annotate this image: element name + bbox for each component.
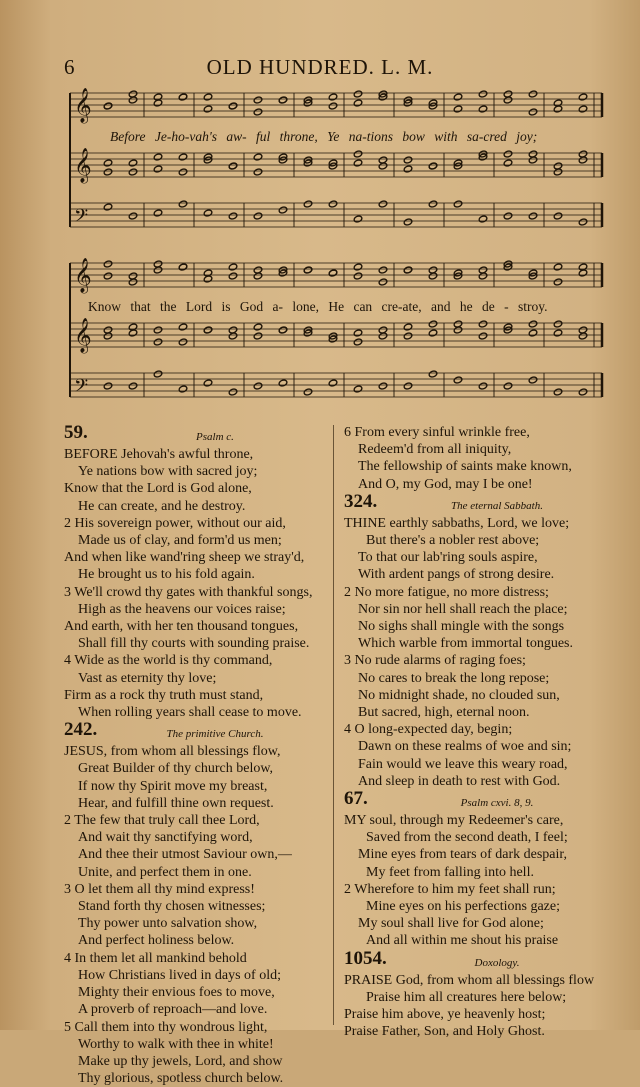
hymn-line: Which warble from immortal tongues. bbox=[358, 636, 573, 652]
hymn-source: Doxology. bbox=[474, 956, 520, 969]
hymn-line: 2 Wherefore to him my feet shall run; bbox=[344, 881, 556, 897]
hymn-heading bbox=[344, 490, 610, 515]
hymn-line: Praise him all creatures here below; bbox=[366, 989, 567, 1005]
note-head bbox=[553, 212, 562, 220]
hymn-line: And earth, with her ten thousand tongues, bbox=[64, 619, 299, 635]
note-head bbox=[353, 99, 362, 107]
note-head bbox=[328, 93, 337, 101]
hymn-line: BEFORE Jehovah's awful throne, bbox=[64, 447, 254, 462]
hymn-line: 4 Wide as the world is thy command, bbox=[64, 653, 273, 669]
hymn-line: Stand forth thy chosen witnesses; bbox=[78, 899, 266, 915]
note-head bbox=[153, 209, 162, 217]
note-head bbox=[528, 212, 537, 220]
note-head bbox=[403, 332, 412, 340]
note-head bbox=[278, 96, 287, 104]
note-head bbox=[528, 376, 537, 384]
note-head bbox=[203, 93, 212, 101]
left-column bbox=[64, 424, 326, 1087]
hymn-line: 4 O long-expected day, begin; bbox=[344, 722, 513, 738]
hymn-line: 2 No more fatigue, no more distress; bbox=[344, 584, 549, 600]
hymn-line: Saved from the second death, I feel; bbox=[366, 830, 568, 846]
note-head bbox=[578, 93, 587, 101]
note-head bbox=[403, 218, 412, 226]
note-head bbox=[103, 159, 112, 167]
note-head bbox=[378, 266, 387, 274]
note-head bbox=[178, 338, 187, 346]
note-head bbox=[178, 385, 187, 393]
bass-clef-icon: 𝄢 bbox=[74, 206, 89, 231]
note-head bbox=[553, 278, 562, 286]
note-head bbox=[103, 168, 112, 176]
note-head bbox=[153, 165, 162, 173]
note-head bbox=[103, 203, 112, 211]
note-head bbox=[378, 382, 387, 390]
hymn-line: Hear, and fulfill thine own request. bbox=[78, 795, 274, 811]
hymn-line: 3 No rude alarms of raging foes; bbox=[344, 653, 526, 669]
note-head bbox=[253, 108, 262, 116]
note-head bbox=[153, 338, 162, 346]
hymn-line: And O, my God, may I be one! bbox=[358, 476, 533, 492]
note-head bbox=[528, 329, 537, 337]
note-head bbox=[378, 200, 387, 208]
note-head bbox=[428, 370, 437, 378]
note-head bbox=[478, 215, 487, 223]
note-head bbox=[353, 385, 362, 393]
hymn-line: 2 The few that truly call thee Lord, bbox=[64, 813, 260, 829]
hymn-line: He can create, and he destroy. bbox=[78, 498, 246, 514]
right-column bbox=[344, 424, 610, 1041]
hymn-line: Great Builder of thy church below, bbox=[78, 761, 274, 777]
note-head bbox=[178, 168, 187, 176]
hymn-block bbox=[344, 424, 610, 493]
hymn-line: How Christians lived in days of old; bbox=[78, 967, 281, 983]
hymn-line: PRAISE God, from whom all blessings flow bbox=[344, 972, 595, 988]
note-head bbox=[153, 370, 162, 378]
hymn-line: Thy glorious, spotless church below. bbox=[78, 1071, 284, 1087]
hymn-line: Firm as a rock thy truth must stand, bbox=[64, 687, 264, 703]
note-head bbox=[103, 260, 112, 268]
hymn-line: THINE earthly sabbaths, Lord, we love; bbox=[344, 515, 570, 531]
hymn-line: Mine eyes from tears of dark despair, bbox=[358, 847, 567, 863]
hymn-line: Mighty their envious foes to move, bbox=[78, 985, 275, 1001]
hymn-line: And wait thy sanctifying word, bbox=[78, 830, 253, 846]
hymn-line: Shall fill thy courts with sounding praise. bbox=[78, 636, 310, 652]
note-head bbox=[278, 326, 287, 334]
hymn-line: Mine eyes on his perfections gaze; bbox=[366, 899, 560, 915]
hymn-line: Thy power unto salvation show, bbox=[78, 916, 258, 932]
note-head bbox=[453, 105, 462, 113]
hymn-heading bbox=[64, 721, 326, 743]
bass-clef-icon: 𝄢 bbox=[74, 376, 89, 401]
hymn-source: Psalm cxvi. 8, 9. bbox=[460, 797, 534, 810]
treble-clef-icon: 𝄞 bbox=[74, 88, 92, 123]
hymn-line: Nor sin nor hell shall reach the place; bbox=[358, 601, 568, 617]
note-head bbox=[403, 165, 412, 173]
note-head bbox=[328, 200, 337, 208]
note-head bbox=[503, 150, 512, 158]
note-head bbox=[353, 215, 362, 223]
note-head bbox=[353, 150, 362, 158]
hymn-line: JESUS, from whom all blessings flow, bbox=[64, 744, 281, 760]
hymn-source: The eternal Sabbath. bbox=[451, 499, 543, 512]
hymn-line: Redeem'd from all iniquity, bbox=[358, 442, 512, 458]
hymn-number: 59. bbox=[64, 422, 88, 443]
note-head bbox=[403, 323, 412, 331]
hymn-number: 324. bbox=[344, 490, 378, 512]
hymn-number: 67. bbox=[344, 788, 368, 810]
note-head bbox=[203, 326, 212, 334]
hymn-line: Made us of clay, and form'd us men; bbox=[78, 533, 282, 549]
note-head bbox=[403, 156, 412, 164]
hymn-line: With ardent pangs of strong desire. bbox=[358, 567, 555, 583]
treble-clef-icon: 𝄞 bbox=[74, 318, 92, 353]
hymn-line: MY soul, through my Redeemer's care, bbox=[344, 813, 564, 829]
note-head bbox=[578, 105, 587, 113]
note-head bbox=[103, 102, 112, 110]
note-head bbox=[403, 382, 412, 390]
note-head bbox=[253, 212, 262, 220]
hymn-line: He brought us to his fold again. bbox=[78, 567, 255, 583]
hymn-line: Fain would we leave this weary road, bbox=[358, 756, 568, 772]
note-head bbox=[178, 200, 187, 208]
hymn-line: Vast as eternity thy love; bbox=[78, 670, 217, 686]
note-head bbox=[353, 272, 362, 280]
music-staves-2 bbox=[66, 258, 610, 418]
note-head bbox=[353, 338, 362, 346]
note-head bbox=[228, 388, 237, 396]
note-head bbox=[528, 108, 537, 116]
note-head bbox=[228, 102, 237, 110]
note-head bbox=[228, 263, 237, 271]
note-head bbox=[203, 209, 212, 217]
note-head bbox=[228, 162, 237, 170]
note-head bbox=[253, 153, 262, 161]
note-head bbox=[428, 200, 437, 208]
hymn-line: And perfect holiness below. bbox=[78, 933, 235, 949]
lyrics-line-1: Before Je-ho-vah's aw- ful throne, Ye na-tions bow with sa-cred joy; bbox=[110, 129, 538, 144]
note-head bbox=[428, 329, 437, 337]
note-head bbox=[428, 162, 437, 170]
note-head bbox=[278, 379, 287, 387]
hymn-line: My soul shall live for God alone; bbox=[358, 916, 544, 932]
hymn-line: And all within me shout his praise bbox=[366, 933, 559, 949]
hymn-line: And sleep in death to rest with God. bbox=[358, 773, 561, 789]
note-head bbox=[128, 159, 137, 167]
note-head bbox=[153, 326, 162, 334]
note-head bbox=[128, 168, 137, 176]
note-head bbox=[478, 382, 487, 390]
hymn-line: 6 From every sinful wrinkle free, bbox=[344, 425, 530, 440]
note-head bbox=[353, 263, 362, 271]
hymn-line: Ye nations bow with sacred joy; bbox=[78, 464, 258, 480]
note-head bbox=[303, 266, 312, 274]
note-head bbox=[478, 332, 487, 340]
note-head bbox=[128, 382, 137, 390]
hymn-block bbox=[344, 790, 610, 950]
note-head bbox=[328, 269, 337, 277]
hymn-line: But sacred, high, eternal noon. bbox=[358, 705, 530, 721]
hymn-line: Praise Father, Son, and Holy Ghost. bbox=[344, 1024, 545, 1040]
note-head bbox=[303, 200, 312, 208]
hymn-line: High as the heavens our voices raise; bbox=[78, 601, 286, 617]
note-head bbox=[203, 105, 212, 113]
column-divider bbox=[333, 425, 334, 1025]
hymn-line: 3 We'll crowd thy gates with thankful songs, bbox=[64, 584, 313, 600]
note-head bbox=[428, 320, 437, 328]
note-head bbox=[253, 332, 262, 340]
hymn-line: Unite, and perfect them in one. bbox=[78, 864, 252, 880]
note-head bbox=[228, 272, 237, 280]
note-head bbox=[478, 320, 487, 328]
note-head bbox=[328, 379, 337, 387]
hymn-line: And thee their utmost Saviour own,— bbox=[78, 847, 292, 863]
note-head bbox=[253, 323, 262, 331]
hymn-heading bbox=[344, 947, 610, 972]
hymn-line: 3 O let them all thy mind express! bbox=[64, 881, 255, 897]
hymn-line: To that our lab'ring souls aspire, bbox=[358, 550, 538, 566]
hymn-line: My feet from falling into hell. bbox=[366, 864, 534, 880]
note-head bbox=[228, 212, 237, 220]
note-head bbox=[478, 90, 487, 98]
note-head bbox=[328, 102, 337, 110]
note-head bbox=[178, 323, 187, 331]
note-head bbox=[528, 320, 537, 328]
hymn-tune-title: OLD HUNDRED. L. M. bbox=[206, 55, 434, 79]
note-head bbox=[178, 93, 187, 101]
treble-clef-icon: 𝄞 bbox=[74, 258, 92, 293]
hymn-number: 1054. bbox=[344, 947, 387, 969]
note-head bbox=[253, 168, 262, 176]
note-head bbox=[553, 263, 562, 271]
hymn-line: A proverb of reproach—and love. bbox=[78, 1002, 268, 1018]
note-head bbox=[103, 382, 112, 390]
hymn-number: 242. bbox=[64, 719, 98, 741]
hymn-line: No sighs shall mingle with the songs bbox=[358, 619, 565, 635]
note-head bbox=[178, 153, 187, 161]
note-head bbox=[503, 159, 512, 167]
hymn-line: 4 In them let all mankind behold bbox=[64, 950, 247, 966]
note-head bbox=[578, 218, 587, 226]
hymn-block bbox=[344, 947, 610, 1041]
hymn-line: When rolling years shall cease to move. bbox=[78, 705, 302, 721]
note-head bbox=[453, 200, 462, 208]
hymn-line: But there's a nobler rest above; bbox=[366, 533, 540, 549]
note-head bbox=[253, 96, 262, 104]
hymn-line: Praise him above, ye heavenly host; bbox=[344, 1007, 546, 1023]
hymn-line: If now thy Spirit move my breast, bbox=[78, 778, 268, 794]
note-head bbox=[578, 388, 587, 396]
hymn-line: 5 Call them into thy wondrous light, bbox=[64, 1019, 268, 1035]
note-head bbox=[478, 105, 487, 113]
note-head bbox=[528, 90, 537, 98]
note-head bbox=[553, 388, 562, 396]
hymn-line: Make up thy jewels, Lord, and show bbox=[78, 1053, 283, 1069]
note-head bbox=[403, 266, 412, 274]
hymn-block bbox=[344, 490, 610, 790]
hymn-line: 2 His sovereign power, without our aid, bbox=[64, 515, 286, 531]
note-head bbox=[378, 278, 387, 286]
note-head bbox=[353, 159, 362, 167]
note-head bbox=[353, 329, 362, 337]
note-head bbox=[103, 272, 112, 280]
hymn-source: Psalm c. bbox=[196, 431, 234, 443]
hymn-line: Know that the Lord is God alone, bbox=[64, 481, 252, 497]
page-header bbox=[0, 55, 640, 85]
note-head bbox=[553, 320, 562, 328]
note-head bbox=[503, 212, 512, 220]
hymn-line: And when like wand'ring sheep we stray'd, bbox=[64, 550, 305, 566]
lyrics-line-2: Know that the Lord is God a- lone, He can cre-ate, and he de - stroy. bbox=[88, 299, 548, 314]
hymn-block bbox=[64, 424, 326, 721]
note-head bbox=[253, 382, 262, 390]
hymn-source: The primitive Church. bbox=[166, 728, 264, 741]
page-number: 6 bbox=[64, 55, 75, 79]
note-head bbox=[453, 376, 462, 384]
hymn-heading bbox=[64, 424, 326, 446]
music-system-2 bbox=[66, 258, 610, 418]
note-head bbox=[453, 93, 462, 101]
note-head bbox=[153, 153, 162, 161]
note-head bbox=[303, 388, 312, 396]
hymn-line: Dawn on these realms of woe and sin; bbox=[358, 739, 572, 755]
note-head bbox=[353, 90, 362, 98]
hymn-line: No cares to break the long repose; bbox=[358, 670, 550, 686]
hymn-line: Worthy to walk with thee in white! bbox=[78, 1036, 274, 1052]
note-head bbox=[278, 206, 287, 214]
note-head bbox=[503, 382, 512, 390]
note-head bbox=[128, 212, 137, 220]
note-head bbox=[178, 263, 187, 271]
hymn-line: The fellowship of saints make known, bbox=[358, 459, 572, 475]
music-staves-1 bbox=[66, 88, 610, 248]
hymn-heading bbox=[344, 790, 610, 812]
treble-clef-icon: 𝄞 bbox=[74, 148, 92, 183]
hymn-block bbox=[64, 721, 326, 1087]
note-head bbox=[203, 379, 212, 387]
hymn-line: No midnight shade, no clouded sun, bbox=[358, 687, 560, 703]
note-head bbox=[553, 329, 562, 337]
